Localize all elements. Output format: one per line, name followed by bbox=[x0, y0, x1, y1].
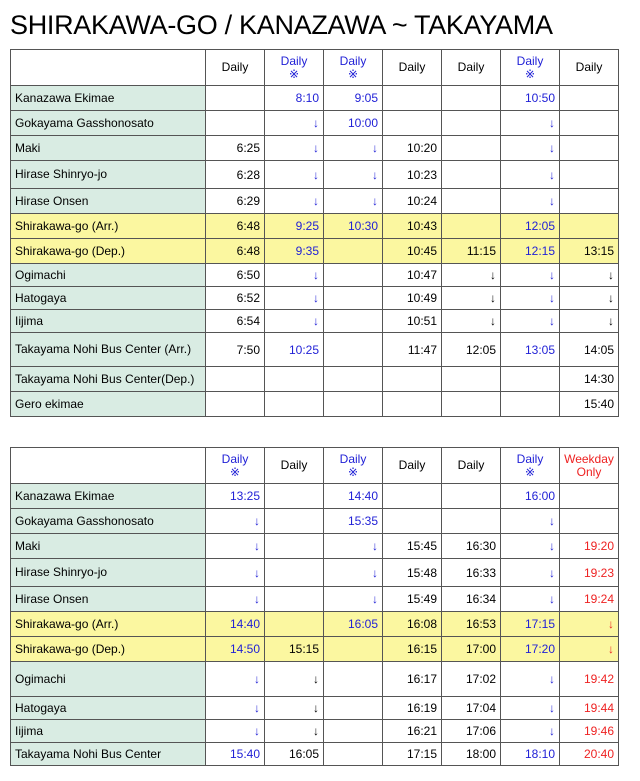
departure-time-cell bbox=[501, 367, 560, 392]
stop-column-header bbox=[11, 448, 206, 484]
departure-time-cell bbox=[324, 662, 383, 697]
departure-time-cell: 14:50 bbox=[206, 637, 265, 662]
timetable-row bbox=[11, 111, 619, 136]
departure-time-cell: ↓ bbox=[265, 720, 324, 743]
departure-time-cell: 16:05 bbox=[265, 743, 324, 766]
departure-time-cell: ↓ bbox=[324, 587, 383, 612]
departure-time-cell: ↓ bbox=[206, 509, 265, 534]
service-frequency-label: Daily bbox=[221, 60, 249, 74]
departure-time-cell: ↓ bbox=[560, 637, 619, 662]
stop-name: Maki bbox=[11, 136, 206, 161]
departure-time-cell: ↓ bbox=[501, 534, 560, 559]
service-column-header bbox=[501, 50, 560, 86]
departure-time-cell: 19:44 bbox=[560, 697, 619, 720]
stop-name: Kanazawa Ekimae bbox=[11, 484, 206, 509]
timetable-row bbox=[11, 214, 619, 239]
departure-time-cell: ↓ bbox=[324, 189, 383, 214]
timetable-row bbox=[11, 484, 619, 509]
timetable-row bbox=[11, 743, 619, 766]
departure-time-cell bbox=[560, 189, 619, 214]
departure-time-cell: 16:30 bbox=[442, 534, 501, 559]
departure-time-cell: 13:05 bbox=[501, 333, 560, 367]
stop-name: Shirakawa-go (Dep.) bbox=[11, 637, 206, 662]
departure-time-cell: ↓ bbox=[265, 662, 324, 697]
departure-time-cell: 16:33 bbox=[442, 559, 501, 587]
departure-time-cell bbox=[206, 367, 265, 392]
departure-time-cell bbox=[265, 367, 324, 392]
stop-column-header bbox=[11, 50, 206, 86]
departure-time-cell bbox=[560, 161, 619, 189]
departure-time-cell: 9:05 bbox=[324, 86, 383, 111]
departure-time-cell: 15:15 bbox=[265, 637, 324, 662]
stop-name: Hatogaya bbox=[11, 697, 206, 720]
timetable-row bbox=[11, 392, 619, 417]
departure-time-cell: 14:40 bbox=[324, 484, 383, 509]
service-column-header bbox=[383, 448, 442, 484]
departure-time-cell: ↓ bbox=[265, 161, 324, 189]
departure-time-cell bbox=[560, 86, 619, 111]
departure-time-cell bbox=[265, 484, 324, 509]
departure-time-cell bbox=[265, 509, 324, 534]
departure-time-cell: 16:17 bbox=[383, 662, 442, 697]
service-frequency-label: Daily bbox=[339, 53, 367, 68]
departure-time-cell bbox=[324, 743, 383, 766]
departure-time-cell: ↓ bbox=[501, 264, 560, 287]
stop-name: Ogimachi bbox=[11, 662, 206, 697]
departure-time-cell: 15:45 bbox=[383, 534, 442, 559]
departure-time-cell: 10:23 bbox=[383, 161, 442, 189]
departure-time-cell: 19:24 bbox=[560, 587, 619, 612]
timetable-row bbox=[11, 662, 619, 697]
departure-time-cell: ↓ bbox=[501, 287, 560, 310]
departure-time-cell: 6:48 bbox=[206, 239, 265, 264]
header-row bbox=[11, 50, 619, 86]
departure-time-cell bbox=[442, 189, 501, 214]
departure-time-cell: ↓ bbox=[560, 287, 619, 310]
departure-time-cell: ↓ bbox=[442, 310, 501, 333]
departure-time-cell bbox=[383, 86, 442, 111]
departure-time-cell: ↓ bbox=[501, 587, 560, 612]
stop-name: Maki bbox=[11, 534, 206, 559]
departure-time-cell: 8:10 bbox=[265, 86, 324, 111]
departure-time-cell: ↓ bbox=[265, 310, 324, 333]
departure-time-cell: 16:00 bbox=[501, 484, 560, 509]
departure-time-cell: ↓ bbox=[265, 264, 324, 287]
departure-time-cell: ↓ bbox=[324, 534, 383, 559]
stop-name: Takayama Nohi Bus Center(Dep.) bbox=[11, 367, 206, 392]
departure-time-cell bbox=[324, 367, 383, 392]
departure-time-cell bbox=[560, 136, 619, 161]
departure-time-cell: 10:30 bbox=[324, 214, 383, 239]
stop-name: Takayama Nohi Bus Center (Arr.) bbox=[11, 333, 206, 367]
departure-time-cell bbox=[383, 509, 442, 534]
departure-time-cell: 12:05 bbox=[501, 214, 560, 239]
timetable-row bbox=[11, 509, 619, 534]
departure-time-cell: 19:46 bbox=[560, 720, 619, 743]
departure-time-cell: 15:40 bbox=[206, 743, 265, 766]
departure-time-cell bbox=[206, 86, 265, 111]
departure-time-cell bbox=[324, 720, 383, 743]
departure-time-cell: 6:48 bbox=[206, 214, 265, 239]
departure-time-cell: 6:50 bbox=[206, 264, 265, 287]
departure-time-cell: 10:24 bbox=[383, 189, 442, 214]
departure-time-cell: 20:40 bbox=[560, 743, 619, 766]
departure-time-cell bbox=[206, 111, 265, 136]
departure-time-cell: 6:52 bbox=[206, 287, 265, 310]
departure-time-cell: 10:49 bbox=[383, 287, 442, 310]
stop-name: Shirakawa-go (Dep.) bbox=[11, 239, 206, 264]
departure-time-cell bbox=[560, 509, 619, 534]
departure-time-cell bbox=[442, 367, 501, 392]
departure-time-cell bbox=[560, 214, 619, 239]
departure-time-cell bbox=[324, 392, 383, 417]
timetable-kanazawa-to-takayama-afternoon bbox=[10, 447, 619, 766]
service-note-mark: ※ bbox=[347, 66, 359, 81]
service-note-mark: ※ bbox=[288, 66, 300, 81]
service-note-mark: ※ bbox=[229, 464, 241, 479]
departure-time-cell: 9:35 bbox=[265, 239, 324, 264]
service-frequency-label: Daily bbox=[516, 451, 544, 466]
departure-time-cell: 17:15 bbox=[501, 612, 560, 637]
stop-name: Shirakawa-go (Arr.) bbox=[11, 612, 206, 637]
timetable-row bbox=[11, 310, 619, 333]
departure-time-cell bbox=[265, 612, 324, 637]
departure-time-cell: 10:25 bbox=[265, 333, 324, 367]
timetable-row bbox=[11, 720, 619, 743]
timetable-row bbox=[11, 239, 619, 264]
departure-time-cell: ↓ bbox=[501, 161, 560, 189]
departure-time-cell: 18:00 bbox=[442, 743, 501, 766]
timetable-row bbox=[11, 697, 619, 720]
departure-time-cell: 14:30 bbox=[560, 367, 619, 392]
departure-time-cell: ↓ bbox=[501, 136, 560, 161]
departure-time-cell: 7:50 bbox=[206, 333, 265, 367]
stop-name: Hirase Shinryo-jo bbox=[11, 161, 206, 189]
departure-time-cell: ↓ bbox=[501, 559, 560, 587]
departure-time-cell: ↓ bbox=[324, 559, 383, 587]
departure-time-cell bbox=[560, 484, 619, 509]
departure-time-cell: ↓ bbox=[265, 697, 324, 720]
departure-time-cell bbox=[265, 559, 324, 587]
service-column-header bbox=[501, 448, 560, 484]
departure-time-cell: 10:20 bbox=[383, 136, 442, 161]
service-note-mark: ※ bbox=[347, 464, 359, 479]
departure-time-cell bbox=[383, 111, 442, 136]
departure-time-cell: 14:05 bbox=[560, 333, 619, 367]
departure-time-cell bbox=[324, 310, 383, 333]
service-column-header bbox=[265, 50, 324, 86]
stop-name: Iijima bbox=[11, 720, 206, 743]
service-column-header bbox=[442, 448, 501, 484]
departure-time-cell bbox=[442, 392, 501, 417]
departure-time-cell: ↓ bbox=[501, 111, 560, 136]
timetable-row bbox=[11, 587, 619, 612]
service-frequency-label: Daily bbox=[457, 60, 485, 74]
stop-name: Shirakawa-go (Arr.) bbox=[11, 214, 206, 239]
departure-time-cell bbox=[442, 161, 501, 189]
departure-time-cell: 17:00 bbox=[442, 637, 501, 662]
departure-time-cell: 6:25 bbox=[206, 136, 265, 161]
departure-time-cell bbox=[383, 392, 442, 417]
departure-time-cell: 17:15 bbox=[383, 743, 442, 766]
departure-time-cell bbox=[442, 111, 501, 136]
departure-time-cell: ↓ bbox=[501, 720, 560, 743]
departure-time-cell: 16:21 bbox=[383, 720, 442, 743]
service-frequency-label: Daily bbox=[516, 53, 544, 68]
service-column-header bbox=[206, 50, 265, 86]
departure-time-cell: 16:34 bbox=[442, 587, 501, 612]
timetable-kanazawa-to-takayama-morning bbox=[10, 49, 619, 417]
stop-name: Ogimachi bbox=[11, 264, 206, 287]
departure-time-cell: 10:50 bbox=[501, 86, 560, 111]
stop-name: Takayama Nohi Bus Center bbox=[11, 743, 206, 766]
departure-time-cell: 16:08 bbox=[383, 612, 442, 637]
stop-name: Gero ekimae bbox=[11, 392, 206, 417]
departure-time-cell: ↓ bbox=[442, 287, 501, 310]
service-note-mark: ※ bbox=[524, 464, 536, 479]
stop-name: Hirase Onsen bbox=[11, 189, 206, 214]
timetable-row bbox=[11, 367, 619, 392]
timetable-row bbox=[11, 189, 619, 214]
service-column-header bbox=[383, 50, 442, 86]
stop-name: Gokayama Gasshonosato bbox=[11, 509, 206, 534]
departure-time-cell bbox=[383, 367, 442, 392]
timetable-row bbox=[11, 86, 619, 111]
timetable-row bbox=[11, 612, 619, 637]
departure-time-cell: 15:40 bbox=[560, 392, 619, 417]
departure-time-cell: ↓ bbox=[206, 720, 265, 743]
departure-time-cell: 13:15 bbox=[560, 239, 619, 264]
departure-time-cell: 10:51 bbox=[383, 310, 442, 333]
departure-time-cell: 13:25 bbox=[206, 484, 265, 509]
departure-time-cell: 14:40 bbox=[206, 612, 265, 637]
service-frequency-label: Daily bbox=[398, 60, 426, 74]
service-column-header bbox=[265, 448, 324, 484]
service-frequency-label: Daily bbox=[280, 458, 308, 472]
stop-name: Kanazawa Ekimae bbox=[11, 86, 206, 111]
departure-time-cell: ↓ bbox=[265, 287, 324, 310]
service-note-mark: Only bbox=[576, 464, 602, 479]
departure-time-cell: 19:20 bbox=[560, 534, 619, 559]
departure-time-cell: 15:48 bbox=[383, 559, 442, 587]
departure-time-cell: 9:25 bbox=[265, 214, 324, 239]
service-column-header bbox=[442, 50, 501, 86]
departure-time-cell: ↓ bbox=[324, 136, 383, 161]
departure-time-cell: 19:23 bbox=[560, 559, 619, 587]
departure-time-cell: 12:05 bbox=[442, 333, 501, 367]
departure-time-cell: ↓ bbox=[560, 264, 619, 287]
departure-time-cell bbox=[442, 136, 501, 161]
service-frequency-label: Daily bbox=[398, 458, 426, 472]
stop-name: Iijima bbox=[11, 310, 206, 333]
departure-time-cell: ↓ bbox=[501, 509, 560, 534]
departure-time-cell bbox=[442, 86, 501, 111]
departure-time-cell: 17:02 bbox=[442, 662, 501, 697]
departure-time-cell bbox=[265, 534, 324, 559]
timetable-row bbox=[11, 333, 619, 367]
service-frequency-label: Daily bbox=[575, 60, 603, 74]
departure-time-cell bbox=[265, 587, 324, 612]
departure-time-cell: ↓ bbox=[206, 697, 265, 720]
departure-time-cell: ↓ bbox=[324, 161, 383, 189]
departure-time-cell: 17:06 bbox=[442, 720, 501, 743]
stop-name: Hirase Onsen bbox=[11, 587, 206, 612]
service-frequency-label: Daily bbox=[457, 458, 485, 472]
departure-time-cell: 16:53 bbox=[442, 612, 501, 637]
departure-time-cell: 18:10 bbox=[501, 743, 560, 766]
departure-time-cell: 6:54 bbox=[206, 310, 265, 333]
departure-time-cell: ↓ bbox=[501, 189, 560, 214]
departure-time-cell: ↓ bbox=[560, 612, 619, 637]
departure-time-cell: 6:29 bbox=[206, 189, 265, 214]
departure-time-cell: 10:00 bbox=[324, 111, 383, 136]
service-frequency-label: Weekday bbox=[564, 451, 614, 466]
departure-time-cell bbox=[324, 637, 383, 662]
departure-time-cell: 16:05 bbox=[324, 612, 383, 637]
departure-time-cell bbox=[442, 214, 501, 239]
departure-time-cell: 17:04 bbox=[442, 697, 501, 720]
departure-time-cell: ↓ bbox=[265, 111, 324, 136]
departure-time-cell bbox=[324, 333, 383, 367]
departure-time-cell bbox=[206, 392, 265, 417]
departure-time-cell: 16:15 bbox=[383, 637, 442, 662]
departure-time-cell: 15:49 bbox=[383, 587, 442, 612]
departure-time-cell: 19:42 bbox=[560, 662, 619, 697]
departure-time-cell bbox=[442, 509, 501, 534]
departure-time-cell: 15:35 bbox=[324, 509, 383, 534]
departure-time-cell: ↓ bbox=[501, 662, 560, 697]
service-column-header bbox=[324, 50, 383, 86]
timetable-row bbox=[11, 559, 619, 587]
departure-time-cell bbox=[560, 111, 619, 136]
departure-time-cell bbox=[324, 697, 383, 720]
departure-time-cell: ↓ bbox=[206, 559, 265, 587]
departure-time-cell: 10:45 bbox=[383, 239, 442, 264]
service-note-mark: ※ bbox=[524, 66, 536, 81]
departure-time-cell: 17:20 bbox=[501, 637, 560, 662]
page-title: SHIRAKAWA-GO / KANAZAWA ~ TAKAYAMA bbox=[10, 10, 553, 40]
departure-time-cell bbox=[324, 239, 383, 264]
timetable-row bbox=[11, 637, 619, 662]
departure-time-cell: ↓ bbox=[501, 697, 560, 720]
departure-time-cell: 10:47 bbox=[383, 264, 442, 287]
departure-time-cell bbox=[383, 484, 442, 509]
departure-time-cell: ↓ bbox=[206, 534, 265, 559]
service-column-header bbox=[324, 448, 383, 484]
departure-time-cell: ↓ bbox=[442, 264, 501, 287]
departure-time-cell: 12:15 bbox=[501, 239, 560, 264]
departure-time-cell: ↓ bbox=[265, 136, 324, 161]
header-row bbox=[11, 448, 619, 484]
timetable-row bbox=[11, 161, 619, 189]
service-column-header bbox=[560, 50, 619, 86]
service-column-header bbox=[206, 448, 265, 484]
timetable-row bbox=[11, 136, 619, 161]
stop-name: Hirase Shinryo-jo bbox=[11, 559, 206, 587]
service-frequency-label: Daily bbox=[339, 451, 367, 466]
stop-name: Hatogaya bbox=[11, 287, 206, 310]
departure-time-cell: ↓ bbox=[501, 310, 560, 333]
departure-time-cell bbox=[265, 392, 324, 417]
departure-time-cell bbox=[324, 264, 383, 287]
service-frequency-label: Daily bbox=[280, 53, 308, 68]
timetable-row bbox=[11, 287, 619, 310]
stop-name: Gokayama Gasshonosato bbox=[11, 111, 206, 136]
departure-time-cell bbox=[501, 392, 560, 417]
departure-time-cell: 11:47 bbox=[383, 333, 442, 367]
departure-time-cell bbox=[324, 287, 383, 310]
departure-time-cell: ↓ bbox=[265, 189, 324, 214]
departure-time-cell bbox=[442, 484, 501, 509]
departure-time-cell: 6:28 bbox=[206, 161, 265, 189]
departure-time-cell: ↓ bbox=[206, 662, 265, 697]
departure-time-cell: ↓ bbox=[206, 587, 265, 612]
service-frequency-label: Daily bbox=[221, 451, 249, 466]
departure-time-cell: 10:43 bbox=[383, 214, 442, 239]
departure-time-cell: ↓ bbox=[560, 310, 619, 333]
timetable-row bbox=[11, 264, 619, 287]
departure-time-cell: 16:19 bbox=[383, 697, 442, 720]
service-column-header bbox=[560, 448, 619, 484]
timetable-row bbox=[11, 534, 619, 559]
departure-time-cell: 11:15 bbox=[442, 239, 501, 264]
